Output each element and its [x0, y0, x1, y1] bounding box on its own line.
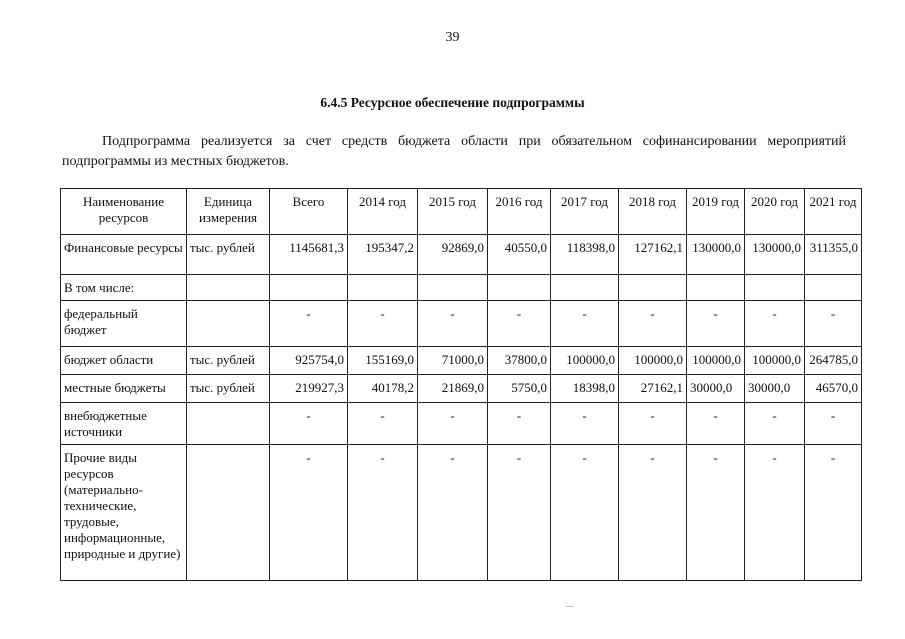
value-2017: -	[551, 445, 619, 581]
value-2018: -	[619, 301, 687, 347]
value-2017: 18398,0	[551, 375, 619, 403]
value-2016: 37800,0	[488, 347, 551, 375]
unit-cell: тыс. рублей	[187, 375, 270, 403]
row-label: Прочие виды ресурсов (материально-технические, трудовые, информационные, природные и другие)	[61, 445, 187, 581]
value-2014: 155169,0	[348, 347, 418, 375]
col-header-unit: Единица измерения	[187, 189, 270, 235]
value-2014: -	[348, 445, 418, 581]
value-2021: -	[805, 301, 862, 347]
col-header-2016: 2016 год	[488, 189, 551, 235]
value-2015: 71000,0	[418, 347, 488, 375]
value-2015: 92869,0	[418, 235, 488, 275]
value-2019: -	[687, 445, 745, 581]
value-2018: 100000,0	[619, 347, 687, 375]
table-header-row	[61, 189, 862, 235]
value-2015: 21869,0	[418, 375, 488, 403]
value-2018	[619, 275, 687, 301]
value-2014: -	[348, 403, 418, 445]
value-2018: 127162,1	[619, 235, 687, 275]
col-header-2017: 2017 год	[551, 189, 619, 235]
value-2015: -	[418, 403, 488, 445]
value-2019: -	[687, 301, 745, 347]
unit-cell	[187, 275, 270, 301]
unit-cell	[187, 301, 270, 347]
value-2014	[348, 275, 418, 301]
value-2017: 118398,0	[551, 235, 619, 275]
row-label: федеральный бюджет	[61, 301, 187, 347]
value-2014: -	[348, 301, 418, 347]
unit-cell	[187, 445, 270, 581]
row-label: Финансовые ресурсы	[61, 235, 187, 275]
value-2019: 30000,0	[687, 375, 745, 403]
value-2021: 46570,0	[805, 375, 862, 403]
col-header-2014: 2014 год	[348, 189, 418, 235]
value-2017: 100000,0	[551, 347, 619, 375]
table-row-other	[61, 445, 862, 581]
value-2021: -	[805, 445, 862, 581]
value-2020: -	[745, 445, 805, 581]
table-row-federal	[61, 301, 862, 347]
table-row-local	[61, 375, 862, 403]
col-header-2021: 2021 год	[805, 189, 862, 235]
value-2020: -	[745, 403, 805, 445]
col-header-2020: 2020 год	[745, 189, 805, 235]
col-header-2018: 2018 год	[619, 189, 687, 235]
value-2018: -	[619, 445, 687, 581]
value-total: 219927,3	[270, 375, 348, 403]
value-2021	[805, 275, 862, 301]
row-label: бюджет области	[61, 347, 187, 375]
value-2018: -	[619, 403, 687, 445]
table-row-including	[61, 275, 862, 301]
value-2016: -	[488, 301, 551, 347]
value-2016: 5750,0	[488, 375, 551, 403]
intro-paragraph: Подпрограмма реализуется за счет средств бюджета области при обязательном софинансировании мероприятий подпрограммы из местных бюджетов.	[62, 134, 846, 169]
col-header-2019: 2019 год	[687, 189, 745, 235]
value-2020: 130000,0	[745, 235, 805, 275]
value-2016: -	[488, 403, 551, 445]
value-total: 925754,0	[270, 347, 348, 375]
section-title: 6.4.5 Ресурсное обеспечение подпрограммы	[320, 95, 585, 110]
table-row-financial	[61, 235, 862, 275]
value-2019: 100000,0	[687, 347, 745, 375]
value-2019: -	[687, 403, 745, 445]
value-2021: 311355,0	[805, 235, 862, 275]
value-2014: 40178,2	[348, 375, 418, 403]
col-header-2015: 2015 год	[418, 189, 488, 235]
unit-cell: тыс. рублей	[187, 347, 270, 375]
value-2014: 195347,2	[348, 235, 418, 275]
row-label: В том числе:	[61, 275, 187, 301]
table-row-regional	[61, 347, 862, 375]
col-header-resource: Наименование ресурсов	[61, 189, 187, 235]
value-2020: -	[745, 301, 805, 347]
page-number: 39	[445, 30, 460, 45]
value-2016: 40550,0	[488, 235, 551, 275]
value-2017: -	[551, 403, 619, 445]
value-2016	[488, 275, 551, 301]
resource-table	[60, 188, 862, 581]
value-2020	[745, 275, 805, 301]
value-2017: -	[551, 301, 619, 347]
value-2021: -	[805, 403, 862, 445]
value-total: -	[270, 301, 348, 347]
col-header-total: Всего	[270, 189, 348, 235]
table-row-extrabudgetary	[61, 403, 862, 445]
value-2015: -	[418, 445, 488, 581]
value-total	[270, 275, 348, 301]
row-label: местные бюджеты	[61, 375, 187, 403]
scan-mark	[566, 606, 574, 607]
value-total: -	[270, 445, 348, 581]
value-2016: -	[488, 445, 551, 581]
row-label: внебюджетные источники	[61, 403, 187, 445]
value-2018: 27162,1	[619, 375, 687, 403]
unit-cell: тыс. рублей	[187, 235, 270, 275]
value-total: 1145681,3	[270, 235, 348, 275]
value-2015	[418, 275, 488, 301]
value-2019: 130000,0	[687, 235, 745, 275]
value-2020: 30000,0	[745, 375, 805, 403]
value-2017	[551, 275, 619, 301]
value-2019	[687, 275, 745, 301]
value-2015: -	[418, 301, 488, 347]
value-total: -	[270, 403, 348, 445]
unit-cell	[187, 403, 270, 445]
value-2020: 100000,0	[745, 347, 805, 375]
value-2021: 264785,0	[805, 347, 862, 375]
